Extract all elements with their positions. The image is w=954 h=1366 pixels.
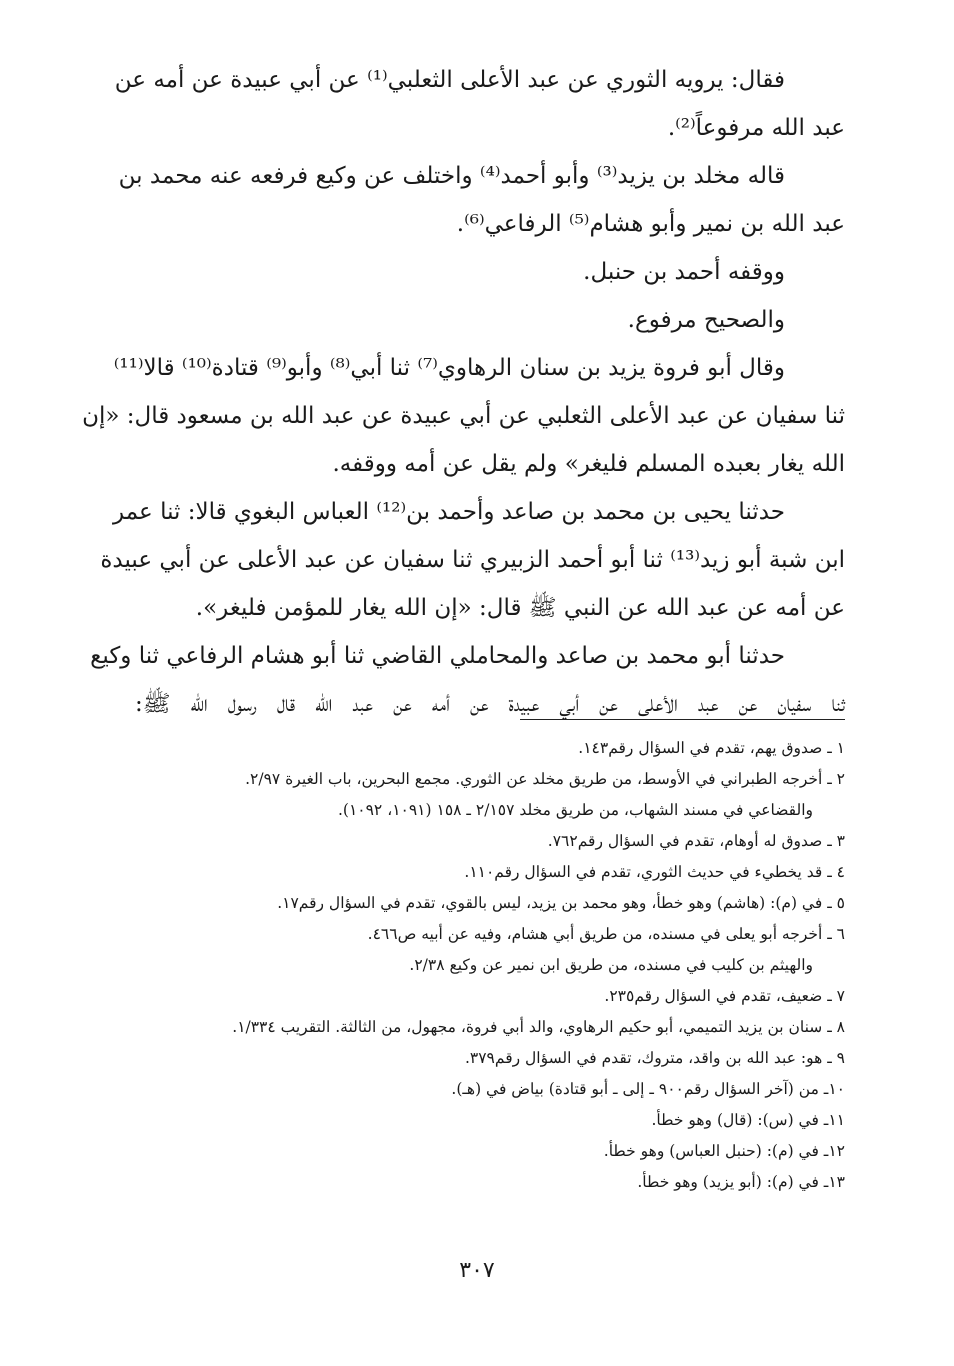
body-line: ابن شبة أبو زيد⁽¹³⁾ ثنا أبو أحمد الزبيري ثنا سفيان عن عبد الأعلى عن أبي عبيدة	[100, 547, 845, 573]
body-line: ثنا سفيان عن عبد الأعلى الثعلبي عن أبي عبيدة عن عبد الله بن مسعود قال: «إن	[82, 403, 845, 429]
footnote-continuation: والقضاعي في مسند الشهاب، من طريق مخلد ٢/١٥٧ ـ ١٥٨ (١٠٩١، ١٠٩٢).	[337, 801, 813, 819]
footnote: ٩ ـ هو: عبد الله بن واقد، متروك، تقدم في السؤال رقم٣٧٩.	[464, 1049, 845, 1067]
body-line: فقال: يرويه الثوري عن عبد الأعلى الثعلبي⁽¹⁾ عن أبي عبيدة عن أمه عن	[114, 67, 785, 93]
footnote: ١٠ـ من (آخر السؤال رقم٩٠٠ ـ إلى ـ أبو قتادة) بياض في (هـ).	[451, 1080, 845, 1098]
footnote: ٧ ـ ضعيف، تقدم في السؤال رقم٢٣٥.	[604, 987, 845, 1005]
footnote: ٨ ـ سنان بن يزيد التميمي، أبو حكيم الرهاوي، والد أبي فروة، مجهول، من الثالثة. التقريب ١/٣٣٤.	[232, 1018, 845, 1036]
footnote: ٢ ـ أخرجه الطبراني في الأوسط، من طريق مخلد عن الثوري. مجمع البحرين، باب الغيرة ٢/٩٧.	[245, 770, 845, 788]
body-line: والصحيح مرفوع.	[627, 307, 785, 333]
body-line: حدثنا أبو محمد بن صاعد والمحاملي القاضي ثنا أبو هشام الرفاعي ثنا وكيع	[90, 643, 785, 669]
footnote: ٤ ـ قد يخطيء في حديث الثوري، تقدم في السؤال رقم١١٠.	[464, 863, 845, 881]
body-line: قاله مخلد بن يزيد⁽³⁾ وأبو أحمد⁽⁴⁾ واختلف عن وكيع فرفعه عنه محمد بن	[118, 163, 785, 189]
body-line: ووقفه أحمد بن حنبل.	[583, 259, 785, 285]
body-line: الله يغار بعبده المسلم فليغر» ولم يقل عن أمه ووقفه.	[332, 451, 845, 477]
body-line: عبد الله مرفوعاً⁽²⁾.	[667, 115, 845, 141]
body-line: عن أمه عن عبد الله عن النبي ﷺ قال: «إن الله يغار للمؤمن فليغر».	[195, 595, 845, 621]
body-line: وقال أبو فروة يزيد بن سنان الرهاوي⁽⁷⁾ ثنا أبي⁽⁸⁾ وأبو⁽⁹⁾ قتادة⁽¹⁰⁾ قالا⁽¹¹⁾	[113, 355, 785, 381]
footnotes	[135, 733, 845, 1198]
footnote: ٦ ـ أخرجه أبو يعلى في مسنده، من طريق أبي هشام، وفيه عن أبيه ص٤٦٦.	[367, 925, 845, 943]
footnote-continuation: والهيثم بن كليب في مسنده، من طريق ابن نمير عن وكيع ٢/٣٨.	[409, 956, 813, 974]
footnote: ٥ ـ في (م): (هاشم) وهو خطأ، وهو محمد بن يزيد، ليس بالقوي، تقدم في السؤال رقم١٧.	[277, 894, 845, 912]
footnote: ١١ـ في (س): (قال) وهو خطأ.	[651, 1111, 845, 1129]
footnote-separator	[520, 719, 845, 720]
footnote: ١٣ـ في (م): (أبو يزيد) وهو خطأ.	[637, 1173, 845, 1191]
main-text	[82, 56, 845, 728]
body-line: حدثنا يحيى بن محمد بن صاعد وأحمد بن⁽¹²⁾ العباس البغوي قالا: ثنا عمر	[113, 499, 785, 525]
footnote: ١ ـ صدوق يهم، تقدم في السؤال رقم١٤٣.	[578, 739, 845, 757]
body-line: عبد الله بن نمير وأبو هشام⁽⁵⁾ الرفاعي⁽⁶⁾.	[456, 211, 845, 237]
footnote: ١٢ـ في (م): (حنبل العباس) وهو خطأ.	[603, 1142, 845, 1160]
page-number: ٣٠٧	[459, 1258, 495, 1283]
footnote: ٣ ـ صدوق له أوهام، تقدم في السؤال رقم٧٦٢.	[547, 832, 845, 850]
body-line: ثنا سفيان عن عبد الأعلى عن أبي عبيدة عن أمه عن عبد الله قال رسول الله ﷺ:	[135, 691, 845, 717]
